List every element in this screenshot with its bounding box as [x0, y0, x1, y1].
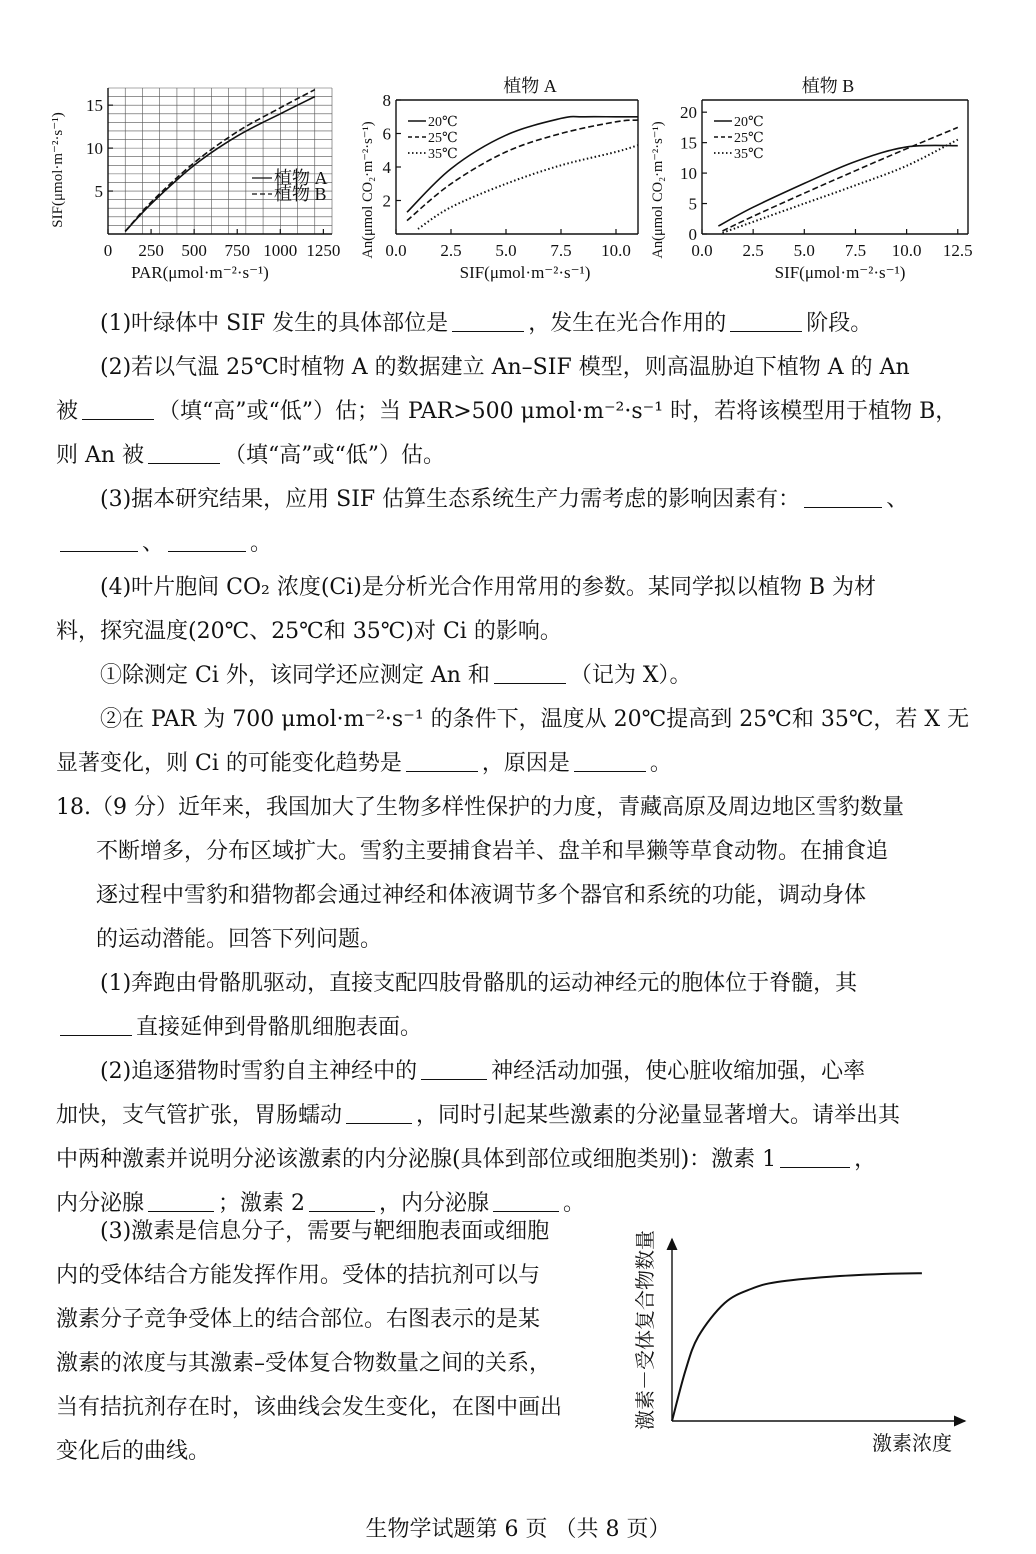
q18-2-line1: [56, 1050, 976, 1094]
answer-blank[interactable]: [148, 1189, 214, 1212]
chart1-legend-a: 植物 A: [274, 168, 328, 188]
answer-blank[interactable]: [60, 1013, 132, 1036]
q18-3-line: [56, 1342, 616, 1386]
q18-2-line3: [56, 1138, 976, 1182]
chart1-axes: [108, 88, 332, 234]
figure-charts-row: [40, 70, 1000, 300]
answer-blank[interactable]: [494, 661, 566, 684]
q18-intro-text: 18.（9 分）近年来，我国加大了生物多样性保护的力度，青藏高原及周边地区雪豹数量: [56, 795, 904, 820]
q17-3-b: 、: [886, 487, 909, 512]
q18-2-d2: ；激素 2: [218, 1191, 306, 1216]
hormone-curve: [672, 1273, 922, 1421]
q18-3-text: 变化后的曲线。: [56, 1439, 211, 1464]
chart3-legend-25: 25℃: [734, 131, 764, 146]
q17-2-b: 被: [56, 399, 79, 424]
x-tick-label: 500: [181, 241, 207, 260]
answer-blank[interactable]: [60, 529, 138, 552]
q17-1-a: (1)叶绿体中 SIF 发生的具体部位是: [100, 311, 449, 336]
answer-blank[interactable]: [82, 397, 154, 420]
chart2-legend-25: 25℃: [428, 131, 458, 146]
chart1-xlabel: PAR(μmol·m⁻²·s⁻¹): [131, 263, 269, 282]
x-tick-label: 1000: [263, 241, 298, 260]
q18-1-line1: [56, 962, 976, 1006]
answer-blank[interactable]: [309, 1189, 375, 1212]
chart1-series: [125, 90, 315, 232]
q18-2-d1: 内分泌腺: [56, 1191, 145, 1216]
chart2-legend-20: 20℃: [428, 115, 458, 130]
q17-2-d: 则 An 被: [56, 443, 145, 468]
q17-4-c1: ①除测定 Ci 外，该同学还应测定 An 和: [100, 663, 490, 688]
q17-1-b: ，发生在光合作用的: [528, 311, 727, 336]
q18-3-line: [56, 1298, 616, 1342]
y-tick-label: 8: [382, 91, 391, 110]
chart3-xlabel: SIF(μmol·m⁻²·s⁻¹): [774, 263, 906, 282]
y-tick-label: 5: [688, 194, 697, 214]
q18-2-c2: ，: [854, 1147, 877, 1172]
q18-3-text: 当有拮抗剂存在时，该曲线会发生变化，在图中画出: [56, 1395, 563, 1420]
chart-plant-b: [650, 70, 980, 290]
q17-2-c: （填“高”或“低”）估；当 PAR>500 μmol·m⁻²·s⁻¹ 时，若将该模型用于植物 B，: [158, 399, 958, 424]
q17-4-line2: [56, 610, 976, 654]
x-tick-label: 10.0: [601, 241, 631, 260]
x-tick-label: 2.5: [440, 241, 462, 260]
q18-intro-3: [56, 874, 976, 918]
y-tick-label: 15: [680, 133, 697, 153]
chart2-title: 植物 A: [503, 76, 557, 96]
q17-3-a: (3)据本研究结果，应用 SIF 估算生态系统生产力需考虑的影响因素有：: [100, 487, 801, 512]
q17-2-e: （填“高”或“低”）估。: [224, 443, 446, 468]
x-tick-label: 250: [138, 241, 164, 260]
q17-4-sub1: [56, 654, 976, 698]
chart2-legend: [408, 115, 458, 162]
chart1-grid: [108, 88, 332, 234]
q17-4-a: (4)叶片胞间 CO₂ 浓度(Ci)是分析光合作用常用的参数。某同学拟以植物 B 为材: [100, 575, 877, 600]
x-tick-label: 12.5: [942, 241, 973, 260]
x-tick-label: 5.0: [495, 241, 517, 260]
chart2-ylabel: An(μmol CO₂·m⁻²·s⁻¹): [360, 121, 376, 259]
q18-1-a: (1)奔跑由骨骼肌驱动，直接支配四肢骨骼肌的运动神经元的胞体位于脊髓，其: [100, 971, 858, 996]
series-line-0: [125, 97, 315, 232]
question-text: [56, 302, 976, 1226]
q18-intro-text: 逐过程中雪豹和猎物都会通过神经和体液调节多个器官和系统的功能，调动身体: [96, 883, 867, 908]
q18-2-d3: ，内分泌腺: [379, 1191, 490, 1216]
q17-3-d: 。: [250, 531, 273, 556]
q17-3-line2: [56, 522, 976, 566]
q18-intro-2: [56, 830, 976, 874]
q18-3-line: [56, 1386, 616, 1430]
y-tick-label: 10: [86, 139, 103, 159]
chart1-legend-b: 植物 B: [274, 184, 327, 204]
q17-1: [56, 302, 976, 346]
q17-2-line2: [56, 390, 976, 434]
x-tick-label: 2.5: [742, 241, 764, 260]
answer-blank[interactable]: [148, 441, 220, 464]
q17-4-d2: 显著变化，则 Ci 的可能变化趋势是: [56, 751, 402, 776]
q18-intro-4: [56, 918, 976, 962]
x-tick-label: 0.0: [385, 241, 407, 260]
q17-4-b: 料，探究温度(20℃、25℃和 35℃)对 Ci 的影响。: [56, 619, 562, 644]
chart3-ylabel: An(μmol CO₂·m⁻²·s⁻¹): [650, 121, 666, 259]
q17-1-c: 阶段。: [806, 311, 873, 336]
q17-4-sub2-line2: [56, 742, 976, 786]
q18-2-b1: 加快，支气管扩张，胃肠蠕动: [56, 1103, 343, 1128]
q18-2-a1: (2)追逐猎物时雪豹自主神经中的: [100, 1059, 418, 1084]
q18-3: [56, 1210, 616, 1474]
q17-2-line3: [56, 434, 976, 478]
chart3-legend: [714, 115, 764, 162]
q18-3-text: (3)激素是信息分子，需要与靶细胞表面或细胞: [100, 1219, 550, 1244]
q18-3-line: [56, 1254, 616, 1298]
chart2-xlabel: SIF(μmol·m⁻²·s⁻¹): [459, 263, 591, 282]
y-tick-label: 20: [680, 103, 697, 123]
x-tick-label: 5.0: [793, 241, 815, 260]
chart3-legend-20: 20℃: [734, 115, 764, 130]
x-tick-label: 0: [103, 241, 113, 260]
answer-blank[interactable]: [574, 749, 646, 772]
answer-blank[interactable]: [168, 529, 246, 552]
answer-blank[interactable]: [346, 1101, 412, 1124]
q18-1-b: 直接延伸到骨骼肌细胞表面。: [136, 1015, 423, 1040]
q18-2-b2: ，同时引起某些激素的分泌量显著增大。请举出其: [416, 1103, 901, 1128]
q18-3-text: 激素分子竞争受体上的结合部位。右图表示的是某: [56, 1307, 541, 1332]
chart3-legend-35: 35℃: [734, 147, 764, 162]
y-tick-label: 0: [688, 225, 697, 244]
q17-2-line1: [56, 346, 976, 390]
chart-sif-par: [40, 70, 350, 290]
q17-3-line1: [56, 478, 976, 522]
x-tick-label: 7.5: [550, 241, 572, 260]
q18-2-d4: 。: [563, 1191, 586, 1216]
answer-blank[interactable]: [406, 749, 478, 772]
y-tick-label: 15: [86, 96, 103, 116]
chart2-legend-35: 35℃: [428, 147, 458, 162]
chart4-xlabel: 激素浓度: [872, 1431, 952, 1455]
chart1-ylabel: SIF(μmol·m⁻²·s⁻¹): [50, 112, 66, 228]
q18-intro-text: 不断增多，分布区域扩大。雪豹主要捕食岩羊、盘羊和旱獭等草食动物。在捕食追: [96, 839, 889, 864]
q18-3-line: [56, 1430, 616, 1474]
chart4-series: [672, 1273, 922, 1421]
q18-3-text: 激素的浓度与其激素–受体复合物数量之间的关系，: [56, 1351, 552, 1376]
x-tick-label: 1250: [306, 241, 341, 260]
q18-2-c1: 中两种激素并说明分泌该激素的内分泌腺(具体到部位或细胞类别)：激素 1: [56, 1147, 777, 1172]
x-tick-label: 10.0: [891, 241, 922, 260]
chart-hormone-receptor: [630, 1225, 980, 1465]
chart4-ylabel: 激素－受体复合物数量: [633, 1230, 657, 1430]
y-tick-label: 10: [680, 164, 697, 184]
q17-3-c: 、: [142, 531, 165, 556]
answer-blank[interactable]: [493, 1189, 559, 1212]
q17-4-line1: [56, 566, 976, 610]
y-tick-label: 2: [382, 191, 391, 211]
x-tick-label: 750: [224, 241, 250, 260]
q18-1-line2: [56, 1006, 976, 1050]
q17-4-sub2-line1: [56, 698, 976, 742]
answer-blank[interactable]: [780, 1145, 850, 1168]
x-tick-label: 7.5: [844, 241, 867, 260]
answer-blank[interactable]: [421, 1057, 487, 1080]
x-tick-label: 0.0: [691, 241, 713, 260]
answer-blank[interactable]: [452, 309, 524, 332]
y-tick-label: 4: [382, 158, 391, 177]
page-footer: 生物学试题第 6 页 （共 8 页）: [365, 1517, 671, 1542]
q18-intro-1: [56, 786, 976, 830]
q18-2-a2: 神经活动加强，使心脏收缩加强，心率: [491, 1059, 866, 1084]
q18-3-text: 内的受体结合方能发挥作用。受体的拮抗剂可以与: [56, 1263, 541, 1288]
q18-2-line2: [56, 1094, 976, 1138]
chart3-ticks: [680, 103, 973, 260]
y-tick-label: 5: [94, 182, 103, 202]
q17-4-d1: ②在 PAR 为 700 μmol·m⁻²·s⁻¹ 的条件下，温度从 20℃提高到 25℃和 35℃，若 X 无: [100, 707, 970, 732]
y-tick-label: 6: [382, 124, 391, 144]
q18-3-line: [56, 1210, 616, 1254]
chart3-title: 植物 B: [801, 76, 855, 96]
answer-blank[interactable]: [804, 485, 882, 508]
answer-blank[interactable]: [730, 309, 802, 332]
q17-4-d4: 。: [649, 751, 672, 776]
q17-4-d3: ，原因是: [481, 751, 570, 776]
chart-plant-a: [360, 70, 650, 290]
q17-2-a: (2)若以气温 25℃时植物 A 的数据建立 An–SIF 模型，则高温胁迫下植物 A 的 An: [100, 355, 910, 380]
q18-intro-text: 的运动潜能。回答下列问题。: [96, 927, 383, 952]
q17-4-c2: （记为 X）。: [569, 663, 692, 688]
